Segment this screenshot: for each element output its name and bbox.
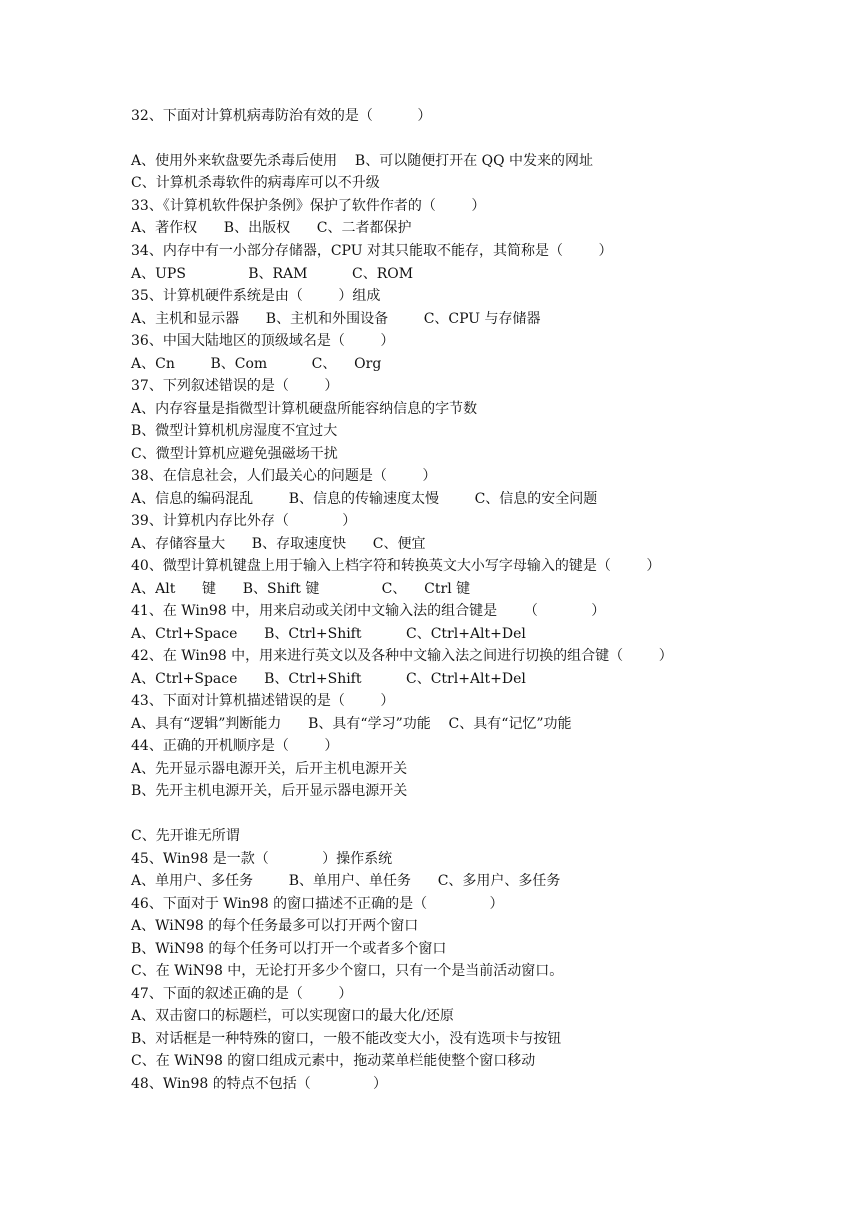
question-46: 46、下面对于 Win98 的窗口描述不正确的是（ ） <box>131 896 504 912</box>
question-48: 48、Win98 的特点不包括（ ） <box>131 1076 388 1092</box>
question-47-option-a: A、双击窗口的标题栏，可以实现窗口的最大化/还原 <box>131 1008 454 1024</box>
question-38: 38、在信息社会，人们最关心的问题是（ ） <box>131 468 437 484</box>
question-47-option-c: C、在 WiN98 的窗口组成元素中，拖动菜单栏能使整个窗口移动 <box>131 1053 536 1069</box>
question-39: 39、计算机内存比外存（ ） <box>131 513 357 529</box>
question-42: 42、在 Win98 中，用来进行英文以及各种中文输入法之间进行切换的组合键（ ） <box>131 648 673 664</box>
question-38-options: A、信息的编码混乱 B、信息的传输速度太慢 C、信息的安全问题 <box>131 491 598 507</box>
question-42-options: A、Ctrl+Space B、Ctrl+Shift C、Ctrl+Alt+Del <box>131 671 526 687</box>
question-47: 47、下面的叙述正确的是（ ） <box>131 986 353 1002</box>
question-32: 32、下面对计算机病毒防治有效的是（ ） <box>131 108 432 124</box>
question-33-options: A、著作权 B、出版权 C、二者都保护 <box>131 220 412 236</box>
question-41: 41、在 Win98 中，用来启动或关闭中文输入法的组合键是 （ ） <box>131 603 606 619</box>
question-32-option-c: C、计算机杀毒软件的病毒库可以不升级 <box>131 175 380 191</box>
question-35: 35、计算机硬件系统是由（ ）组成 <box>131 288 381 304</box>
question-46-option-c: C、在 WiN98 中，无论打开多少个窗口，只有一个是当前活动窗口。 <box>131 963 564 979</box>
question-47-option-b: B、对话框是一种特殊的窗口，一般不能改变大小，没有选项卡与按钮 <box>131 1031 562 1047</box>
question-40-options: A、Alt 键 B、Shift 键 C、 Ctrl 键 <box>131 581 471 597</box>
question-45: 45、Win98 是一款（ ）操作系统 <box>131 851 393 867</box>
question-35-options: A、主机和显示器 B、主机和外围设备 C、CPU 与存储器 <box>131 311 541 327</box>
question-39-options: A、存储容量大 B、存取速度快 C、便宜 <box>131 536 426 552</box>
question-44: 44、正确的开机顺序是（ ） <box>131 738 339 754</box>
question-37-option-b: B、微型计算机机房湿度不宜过大 <box>131 423 338 439</box>
question-43: 43、下面对计算机描述错误的是（ ） <box>131 693 395 709</box>
question-37-option-c: C、微型计算机应避免强磁场干扰 <box>131 446 338 462</box>
question-44-option-c: C、先开谁无所谓 <box>131 828 240 844</box>
question-41-options: A、Ctrl+Space B、Ctrl+Shift C、Ctrl+Alt+Del <box>131 626 526 642</box>
question-40: 40、微型计算机键盘上用于输入上档字符和转换英文大小写字母输入的键是（ ） <box>131 558 661 574</box>
question-43-options: A、具有“逻辑”判断能力 B、具有“学习”功能 C、具有“记忆”功能 <box>131 716 572 732</box>
question-46-option-b: B、WiN98 的每个任务可以打开一个或者多个窗口 <box>131 941 447 957</box>
question-44-option-a: A、先开显示器电源开关，后开主机电源开关 <box>131 761 408 777</box>
question-44-option-b: B、先开主机电源开关，后开显示器电源开关 <box>131 783 408 799</box>
question-36-options: A、Cn B、Com C、 Org <box>131 356 382 372</box>
question-33: 33、《计算机软件保护条例》保护了软件作者的（ ） <box>131 198 486 214</box>
question-37: 37、下列叙述错误的是（ ） <box>131 378 339 394</box>
question-37-option-a: A、内存容量是指微型计算机硬盘所能容纳信息的字节数 <box>131 401 478 417</box>
question-34: 34、内存中有一小部分存储器，CPU 对其只能取不能存，其简称是（ ） <box>131 243 613 259</box>
question-34-options: A、UPS B、RAM C、ROM <box>131 266 414 282</box>
question-46-option-a: A、WiN98 的每个任务最多可以打开两个窗口 <box>131 918 419 934</box>
question-45-options: A、单用户、多任务 B、单用户、单任务 C、多用户、多任务 <box>131 873 561 889</box>
question-32-options-ab: A、使用外来软盘要先杀毒后使用 B、可以随便打开在 QQ 中发来的网址 <box>131 153 594 169</box>
question-36: 36、中国大陆地区的顶级域名是（ ） <box>131 333 395 349</box>
